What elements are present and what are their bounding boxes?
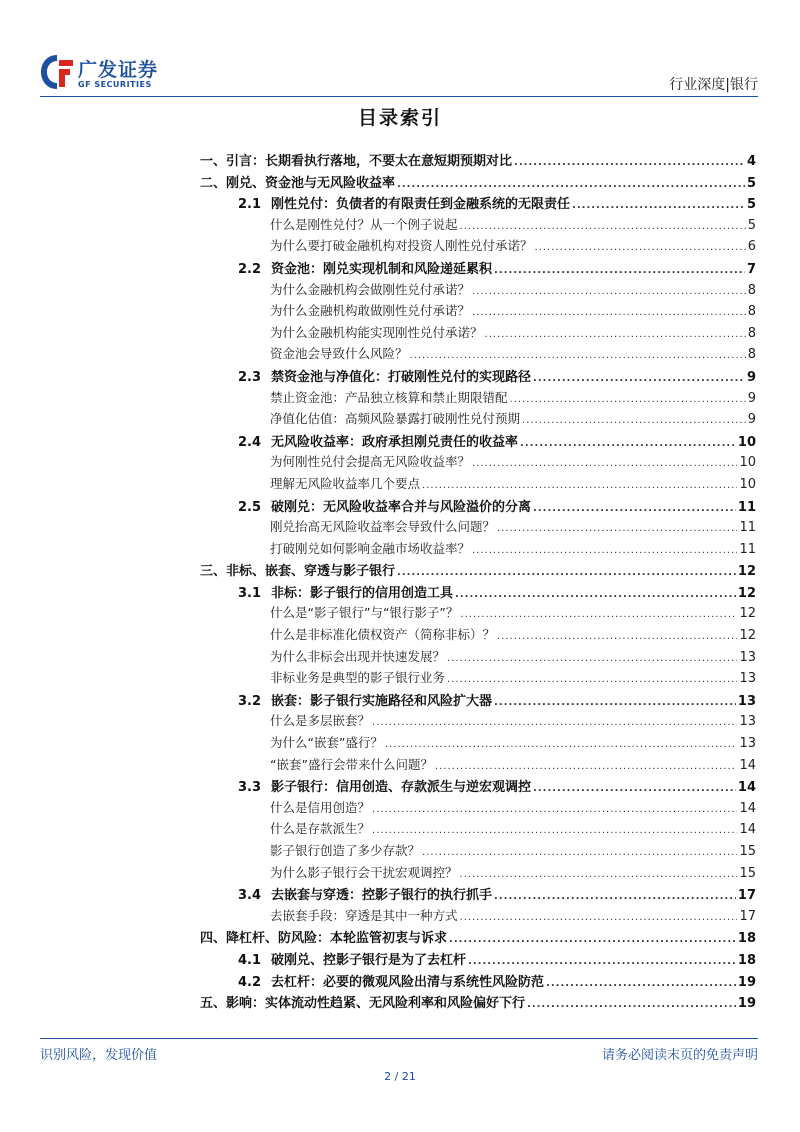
toc-dot-leader	[460, 221, 746, 232]
toc-entry-title: 影子银行创造了多少存款？	[270, 843, 421, 858]
toc-entry-title: 什么是非标准化债权资产（简称非标）？	[270, 627, 496, 643]
toc-entry-level-3[interactable]	[200, 798, 756, 820]
toc-dot-leader	[485, 329, 746, 340]
toc-entry-level-2[interactable]	[200, 949, 756, 971]
toc-dot-leader	[522, 415, 746, 426]
toc-entry-level-3[interactable]	[200, 863, 756, 885]
toc-section-number: 2.3	[238, 369, 262, 385]
toc-section-number: 4.2	[238, 974, 262, 990]
toc-page-number: 13	[737, 693, 756, 709]
toc-page-number: 9	[746, 369, 756, 385]
page-header	[40, 52, 758, 96]
toc-dot-leader	[472, 286, 746, 297]
toc-entry-level-3[interactable]	[200, 711, 756, 733]
toc-entry-title: 非标：影子银行的信用创造工具	[271, 585, 454, 601]
report-category: 行业深度|银行	[669, 77, 758, 93]
toc-page-number: 15	[739, 865, 756, 881]
toc-page-number: 14	[737, 780, 756, 796]
toc-section-number: 3.3	[238, 780, 262, 796]
toc-entry-level-2[interactable]	[200, 258, 756, 280]
toc-page-number: 5	[746, 175, 756, 191]
toc-entry-title: 禁止资金池：产品独立核算和禁止期限错配	[270, 389, 508, 405]
toc-dot-leader	[460, 912, 738, 923]
toc-page-number: 11	[739, 520, 756, 536]
page-title: 目录索引	[357, 107, 442, 129]
toc-entry-title: 一、引言：长期看执行落地，不要太在意短期预期对比	[200, 154, 513, 169]
toc-page-number: 17	[737, 888, 756, 904]
toc-entry-level-3[interactable]	[200, 323, 756, 345]
logo-english-name: GF SECURITIES	[78, 80, 152, 89]
toc-entry-title: 五、影响：实体流动性趋紧、无风险利率和风险偏好下行	[200, 996, 526, 1012]
toc-entry-title: 什么是多层嵌套？	[270, 713, 371, 729]
toc-dot-leader	[449, 934, 736, 945]
toc-dot-leader	[533, 783, 736, 794]
page-number: 2 / 21	[384, 1070, 416, 1083]
toc-dot-leader	[468, 956, 736, 967]
toc-entry-title: 为什么影子银行会干扰宏观调控？	[270, 864, 458, 880]
toc-entry-title: 禁资金池与净值化：打破刚性兑付的实现路径	[271, 369, 532, 385]
toc-entry-level-3[interactable]	[200, 301, 756, 323]
toc-entry-level-2[interactable]	[200, 884, 756, 906]
toc-entry-title: 理解无风险收益率几个要点	[270, 475, 421, 491]
toc-page-number: 12	[739, 628, 756, 644]
toc-entry-title: 净值化估值：高频风险暴露打破刚性兑付预期	[270, 411, 521, 427]
toc-page-number: 5	[747, 217, 756, 233]
footer-slogan: 识别风险，发现价值	[40, 1048, 158, 1063]
toc-page-number: 19	[737, 996, 756, 1012]
toc-entry-level-2[interactable]	[200, 431, 756, 453]
toc-section-number: 2.4	[238, 434, 262, 450]
toc-dot-leader	[533, 373, 745, 384]
toc-entry-level-3[interactable]	[200, 668, 756, 690]
toc-page-number: 10	[739, 455, 756, 471]
toc-entry-title: 什么是信用创造？	[270, 799, 371, 815]
toc-entry-title: 非标业务是典型的影子银行业务	[270, 670, 446, 686]
toc-entry-title: 三、非标、嵌套、穿透与影子银行	[200, 564, 396, 580]
toc-entry-level-2[interactable]	[200, 193, 756, 215]
toc-entry-level-1[interactable]	[200, 560, 756, 582]
toc-dot-leader	[546, 978, 736, 989]
toc-dot-leader	[472, 458, 737, 469]
toc-dot-leader	[385, 739, 738, 750]
toc-entry-title: 破刚兑、控影子银行是为了去杠杆	[271, 952, 467, 968]
toc-entry-title: 资金池：刚兑实现机制和风险递延累积	[271, 261, 493, 277]
toc-page-number: 5	[746, 197, 756, 213]
toc-section-number: 3.4	[238, 888, 262, 904]
toc-entry-level-3[interactable]	[200, 474, 756, 496]
toc-page-number: 12	[737, 585, 756, 601]
toc-entry-title: 为什么非标会出现并快速发展？	[270, 648, 446, 664]
toc-entry-level-2[interactable]	[200, 776, 756, 798]
toc-entry-title: 刚性兑付：负债者的有限责任到金融系统的无限责任	[271, 197, 571, 213]
toc-entry-level-3[interactable]	[200, 625, 756, 647]
toc-page-number: 17	[739, 908, 756, 924]
toc-dot-leader	[422, 480, 737, 491]
toc-dot-leader	[397, 179, 745, 190]
toc-dot-leader	[472, 545, 737, 556]
logo-mark-icon	[40, 54, 74, 90]
toc-page-number: 4	[746, 154, 756, 169]
toc-page-number: 19	[737, 974, 756, 990]
toc-dot-leader	[447, 674, 737, 685]
toc-entry-level-3[interactable]	[200, 215, 756, 237]
toc-page-number: 11	[737, 499, 756, 515]
toc-page-number: 8	[747, 304, 756, 320]
toc-dot-leader	[397, 567, 736, 578]
toc-section-number: 3.1	[238, 585, 262, 601]
toc-entry-level-3[interactable]	[200, 841, 756, 863]
toc-section-number: 4.1	[238, 952, 262, 968]
header-divider	[40, 96, 758, 97]
toc-dot-leader	[514, 157, 745, 168]
toc-entry-level-1[interactable]	[200, 992, 756, 1014]
toc-entry-title: 为什么要打破金融机构对投资人刚性兑付承诺？	[270, 238, 533, 254]
toc-page-number: 18	[737, 931, 756, 947]
toc-entry-level-1[interactable]	[200, 927, 756, 949]
toc-entry-title: 四、降杠杆、防风险：本轮监管初衷与诉求	[200, 931, 448, 947]
toc-section-number: 3.2	[238, 693, 262, 709]
toc-page-number: 18	[737, 952, 756, 968]
toc-entry-title: 为什么金融机构能实现刚性兑付承诺？	[270, 324, 483, 340]
toc-entry-level-3[interactable]	[200, 819, 756, 841]
toc-dot-leader	[497, 523, 737, 534]
toc-dot-leader	[455, 589, 736, 600]
toc-page-number: 13	[739, 736, 756, 752]
toc-page-number: 14	[739, 822, 756, 838]
toc-dot-leader	[510, 394, 746, 405]
toc-entry-level-2[interactable]	[200, 971, 756, 993]
toc-entry-title: 什么是存款派生？	[270, 821, 371, 837]
toc-entry-level-3[interactable]	[200, 409, 756, 431]
toc-section-number: 2.1	[238, 197, 262, 213]
toc-page-number: 9	[747, 412, 756, 428]
toc-entry-level-3[interactable]	[200, 280, 756, 302]
logo-chinese-name: 广发证券	[78, 59, 159, 81]
toc-dot-leader	[494, 697, 736, 708]
toc-entry-title: 二、刚兑、资金池与无风险收益率	[200, 175, 396, 191]
toc-entry-level-2[interactable]	[200, 690, 756, 712]
toc-dot-leader	[533, 503, 736, 514]
toc-entry-title: “嵌套”盛行会带来什么问题？	[270, 756, 433, 772]
toc-entry-title: 破刚兑：无风险收益率合并与风险溢价的分离	[271, 499, 532, 515]
toc-entry-title: 无风险收益率：政府承担刚兑责任的收益率	[271, 434, 519, 450]
toc-entry-title: 打破刚兑如何影响金融市场收益率？	[270, 540, 471, 556]
toc-entry-level-2[interactable]	[200, 366, 756, 388]
toc-page-number: 14	[739, 800, 756, 816]
toc-dot-leader	[422, 847, 737, 858]
toc-page-number: 8	[747, 282, 756, 298]
toc-entry-title: 什么是“影子银行”与“银行影子”？	[270, 605, 459, 621]
toc-entry-level-3[interactable]	[200, 388, 756, 410]
toc-dot-leader	[372, 804, 737, 815]
toc-page-number: 10	[737, 434, 756, 450]
toc-dot-leader	[372, 717, 737, 728]
toc-entry-level-3[interactable]	[200, 452, 756, 474]
toc-section-number: 2.5	[238, 499, 262, 515]
toc-entry-title: 去嵌套与穿透：控影子银行的执行抓手	[271, 888, 493, 904]
toc-entry-level-3[interactable]	[200, 539, 756, 561]
toc-entry-level-3[interactable]	[200, 755, 756, 777]
toc-entry-level-2[interactable]	[200, 582, 756, 604]
toc-dot-leader	[494, 265, 745, 276]
toc-dot-leader	[494, 891, 736, 902]
toc-page-number: 12	[737, 564, 756, 580]
toc-page-number: 6	[747, 239, 756, 255]
toc-entry-level-2[interactable]	[200, 496, 756, 518]
footer-divider	[40, 1038, 758, 1039]
toc-entry-title: 去杠杆：必要的微观风险出清与系统性风险防范	[271, 974, 545, 990]
toc-dot-leader	[447, 653, 737, 664]
toc-dot-leader	[435, 761, 738, 772]
toc-page-number: 12	[739, 606, 756, 622]
toc-entry-title: 刚兑抬高无风险收益率会导致什么问题？	[270, 519, 496, 535]
toc-page-number: 14	[739, 757, 756, 773]
toc-entry-level-1[interactable]	[200, 172, 756, 194]
toc-entry-level-3[interactable]	[200, 647, 756, 669]
gf-securities-logo	[40, 52, 180, 92]
toc-entry-level-3[interactable]	[200, 603, 756, 625]
toc-entry-level-3[interactable]	[200, 733, 756, 755]
toc-page-number: 8	[747, 347, 756, 363]
toc-dot-leader	[460, 869, 738, 880]
toc-entry-title: 为什么金融机构会做刚性兑付承诺？	[270, 281, 471, 297]
toc-dot-leader	[410, 350, 746, 361]
toc-dot-leader	[472, 307, 746, 318]
toc-dot-leader	[527, 999, 736, 1010]
table-of-contents	[200, 150, 756, 1014]
toc-entry-title: 为什么“嵌套”盛行？	[270, 735, 383, 751]
toc-page-number: 13	[739, 671, 756, 687]
toc-entry-level-3[interactable]	[200, 236, 756, 258]
toc-entry-title: 去嵌套手段：穿透是其中一种方式	[270, 907, 458, 923]
toc-page-number: 7	[746, 261, 756, 277]
toc-dot-leader	[372, 825, 737, 836]
footer-disclaimer-link[interactable]: 请务必阅读末页的免责声明	[601, 1048, 758, 1063]
toc-page-number: 9	[747, 390, 756, 406]
toc-entry-title: 为什么金融机构敢做刚性兑付承诺？	[270, 303, 471, 319]
toc-entry-level-3[interactable]	[200, 517, 756, 539]
toc-section-number: 2.2	[238, 261, 262, 277]
toc-entry-level-3[interactable]	[200, 344, 756, 366]
toc-dot-leader	[572, 200, 745, 211]
toc-page-number: 10	[739, 476, 756, 492]
toc-page-number: 13	[739, 649, 756, 665]
toc-entry-title: 什么是刚性兑付？从一个例子说起	[270, 216, 458, 232]
toc-dot-leader	[497, 631, 737, 642]
toc-page-number: 8	[747, 325, 756, 341]
toc-entry-title: 为何刚性兑付会提高无风险收益率？	[270, 454, 471, 470]
toc-entry-title: 资金池会导致什么风险？	[270, 346, 408, 362]
toc-dot-leader	[535, 242, 746, 253]
toc-page-number: 15	[739, 844, 756, 859]
toc-entry-title: 影子银行：信用创造、存款派生与逆宏观调控	[271, 780, 532, 796]
toc-dot-leader	[520, 438, 736, 449]
toc-dot-leader	[460, 609, 737, 620]
toc-entry-level-1[interactable]	[200, 150, 756, 172]
toc-entry-level-3[interactable]	[200, 906, 756, 928]
toc-page-number: 13	[739, 714, 756, 730]
toc-page-number: 11	[739, 541, 756, 557]
toc-entry-title: 嵌套：影子银行实施路径和风险扩大器	[271, 693, 493, 709]
